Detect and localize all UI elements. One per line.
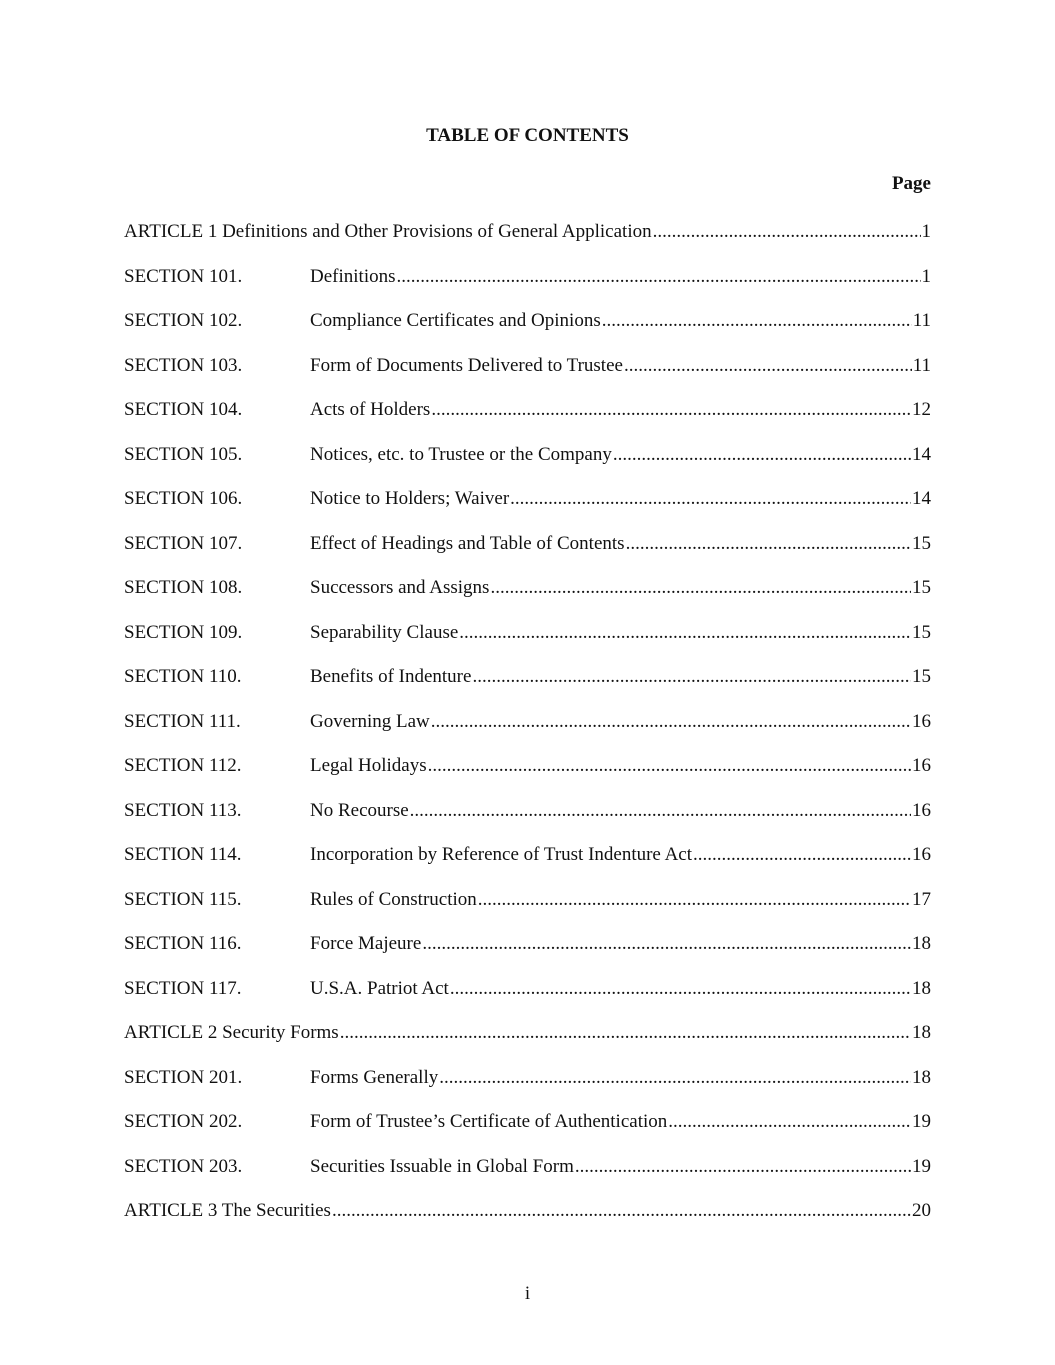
toc-entry-number: SECTION 102.: [124, 310, 243, 331]
toc-entry-title: Forms Generally: [310, 1066, 439, 1088]
toc-entry-title: Separability Clause: [310, 621, 459, 643]
toc-entry-number: SECTION 103.: [124, 354, 243, 376]
toc-entry-number: SECTION 112.: [124, 755, 242, 776]
toc-entry-section-106[interactable]: [124, 487, 931, 532]
dot-leader: [439, 1066, 911, 1090]
toc-entry-label: ARTICLE 3 The Securities: [124, 1200, 331, 1221]
dot-leader: [431, 398, 911, 422]
toc-entry-number: SECTION 109.: [124, 621, 243, 643]
toc-entry-section-107[interactable]: [124, 532, 931, 577]
toc-entry-section-201[interactable]: [124, 1066, 931, 1111]
toc-entry-section-104[interactable]: [124, 398, 931, 443]
toc-entry-number: SECTION 101.: [124, 265, 243, 287]
toc-entry-page: 18: [912, 977, 931, 999]
footer-page-number: i: [524, 1283, 531, 1304]
dot-leader: [332, 1199, 911, 1223]
toc-entry-number: SECTION 114.: [124, 844, 242, 865]
dot-leader: [575, 1155, 911, 1179]
toc-entry-page: 15: [912, 577, 931, 598]
toc-entry-page: 14: [912, 443, 931, 465]
toc-entry-number: SECTION 203.: [124, 1155, 243, 1177]
toc-entry-page: 16: [912, 710, 931, 732]
dot-leader: [397, 265, 921, 289]
toc-entry-title: Successors and Assigns: [310, 577, 490, 598]
toc-entry-section-112[interactable]: [124, 754, 931, 799]
toc-entry-title: Form of Documents Delivered to Trustee: [310, 354, 623, 376]
toc-entry-page: 11: [912, 310, 931, 331]
toc-title: TABLE OF CONTENTS: [426, 125, 629, 146]
toc-entry-title: Governing Law: [310, 710, 430, 732]
toc-entry-title: U.S.A. Patriot Act: [310, 977, 449, 999]
dot-leader: [602, 309, 912, 333]
dot-leader: [459, 621, 911, 645]
toc-entry-number: SECTION 105.: [124, 443, 243, 465]
toc-entry-section-111[interactable]: [124, 710, 931, 755]
toc-entry-number: SECTION 106.: [124, 488, 243, 509]
toc-entry-section-109[interactable]: [124, 621, 931, 666]
dot-leader: [510, 487, 911, 511]
dot-leader: [472, 665, 911, 689]
toc-entry-page: 1: [921, 221, 931, 242]
toc-entry-section-117[interactable]: [124, 977, 931, 1022]
dot-leader: [410, 799, 911, 823]
toc-entry-page: 16: [912, 755, 931, 776]
toc-entry-page: 20: [912, 1200, 931, 1221]
toc-entry-page: 14: [912, 488, 931, 509]
toc-entry-title: Force Majeure: [310, 933, 422, 954]
toc-entry-number: SECTION 108.: [124, 577, 243, 598]
toc-entry-page: 18: [912, 1066, 931, 1088]
toc-entry-article-3[interactable]: [124, 1199, 931, 1244]
toc-entry-page: 19: [912, 1111, 931, 1132]
toc-entry-number: SECTION 201.: [124, 1066, 243, 1088]
toc-entry-page: 19: [912, 1155, 931, 1177]
toc-entry-title: Rules of Construction: [310, 888, 477, 910]
dot-leader: [422, 932, 911, 956]
toc-entry-title: Acts of Holders: [310, 399, 431, 420]
toc-entry-section-105[interactable]: [124, 443, 931, 488]
toc-entry-title: Notices, etc. to Trustee or the Company: [310, 443, 612, 465]
toc-entry-section-113[interactable]: [124, 799, 931, 844]
toc-entry-title: Definitions: [310, 265, 396, 287]
dot-leader: [624, 354, 912, 378]
dot-leader: [428, 754, 911, 778]
dot-leader: [613, 443, 911, 467]
toc-entry-page: 18: [912, 1022, 931, 1043]
toc-entry-section-116[interactable]: [124, 932, 931, 977]
toc-entry-title: Effect of Headings and Table of Contents: [310, 532, 625, 554]
page-column-label: Page: [891, 173, 931, 194]
toc-entry-title: Compliance Certificates and Opinions: [310, 310, 601, 331]
toc-entry-section-115[interactable]: [124, 888, 931, 933]
toc-entry-page: 15: [912, 621, 931, 643]
toc-entry-title: Notice to Holders; Waiver: [310, 488, 510, 509]
toc-entry-title: Form of Trustee’s Certificate of Authentication: [310, 1111, 668, 1132]
toc-entry-page: 11: [912, 354, 931, 376]
toc-entry-title: Securities Issuable in Global Form: [310, 1155, 574, 1177]
toc-entry-number: SECTION 117.: [124, 977, 242, 999]
dot-leader: [653, 220, 921, 244]
toc-entry-section-102[interactable]: [124, 309, 931, 354]
toc-entry-title: Incorporation by Reference of Trust Indenture Act: [310, 844, 693, 865]
dot-leader: [340, 1021, 911, 1045]
toc-entry-section-103[interactable]: [124, 354, 931, 399]
toc-entry-page: 16: [912, 799, 931, 821]
toc-entry-number: SECTION 111.: [124, 710, 241, 732]
toc-entry-number: SECTION 115.: [124, 888, 242, 910]
toc-entry-section-101[interactable]: [124, 265, 931, 310]
toc-entry-title: Benefits of Indenture: [310, 666, 472, 687]
toc-entry-page: 17: [912, 888, 931, 910]
dot-leader: [450, 977, 911, 1001]
toc-entry-section-202[interactable]: [124, 1110, 931, 1155]
toc-entry-page: 1: [921, 265, 931, 287]
toc-entry-number: SECTION 110.: [124, 666, 242, 687]
toc-entry-section-108[interactable]: [124, 576, 931, 621]
toc-entry-number: SECTION 113.: [124, 799, 242, 821]
toc-entry-page: 15: [912, 666, 931, 687]
toc-entry-number: SECTION 116.: [124, 933, 242, 954]
dot-leader: [693, 843, 911, 867]
toc-entry-page: 12: [912, 399, 931, 420]
toc-entry-number: SECTION 107.: [124, 532, 243, 554]
toc-entry-section-110[interactable]: [124, 665, 931, 710]
dot-leader: [668, 1110, 911, 1134]
toc-entry-number: SECTION 202.: [124, 1111, 243, 1132]
toc-entry-page: 15: [912, 532, 931, 554]
toc-entry-number: SECTION 104.: [124, 399, 243, 420]
dot-leader: [478, 888, 911, 912]
toc-entry-label: ARTICLE 2 Security Forms: [124, 1022, 339, 1043]
toc-entry-article-2[interactable]: [124, 1021, 931, 1066]
toc-entry-section-203[interactable]: [124, 1155, 931, 1200]
toc-entry-title: No Recourse: [310, 799, 409, 821]
toc-entry-page: 16: [912, 844, 931, 865]
toc-entry-section-114[interactable]: [124, 843, 931, 888]
toc-list: [124, 220, 931, 1244]
dot-leader: [431, 710, 911, 734]
toc-entry-page: 18: [912, 933, 931, 954]
toc-entry-title: Legal Holidays: [310, 755, 427, 776]
dot-leader: [626, 532, 911, 556]
toc-entry-article-1[interactable]: [124, 220, 931, 265]
dot-leader: [490, 576, 911, 600]
toc-entry-label: ARTICLE 1 Definitions and Other Provisions of General Application: [124, 221, 652, 242]
